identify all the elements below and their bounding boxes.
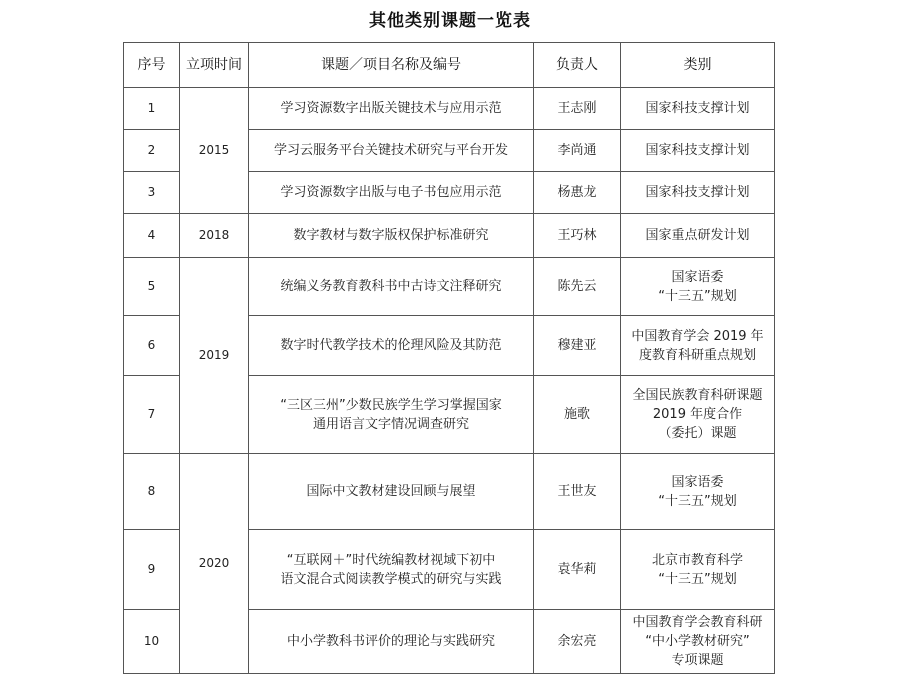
header-year: 立项时间 xyxy=(180,43,249,88)
cell-no: 3 xyxy=(124,172,180,214)
cell-person: 施歌 xyxy=(534,376,621,454)
header-title: 课题／项目名称及编号 xyxy=(249,43,534,88)
cell-person: 李尚通 xyxy=(534,130,621,172)
cell-no: 1 xyxy=(124,88,180,130)
cell-title: 数字教材与数字版权保护标准研究 xyxy=(249,214,534,258)
cell-category: 国家语委 “十三五”规划 xyxy=(621,258,775,316)
cell-title: 数字时代教学技术的伦理风险及其防范 xyxy=(249,316,534,376)
cell-category: 北京市教育科学 “十三五”规划 xyxy=(621,530,775,610)
topics-table xyxy=(123,42,775,674)
cell-person: 穆建亚 xyxy=(534,316,621,376)
cell-person: 袁华莉 xyxy=(534,530,621,610)
cell-title: 学习资源数字出版关键技术与应用示范 xyxy=(249,88,534,130)
cell-title: 国际中文教材建设回顾与展望 xyxy=(249,454,534,530)
cell-category: 中国教育学会教育科研 “中小学教材研究” 专项课题 xyxy=(621,610,775,674)
cell-category: 中国教育学会 2019 年 度教育科研重点规划 xyxy=(621,316,775,376)
cell-year: 2020 xyxy=(180,454,249,674)
cell-year: 2019 xyxy=(180,258,249,454)
header-no: 序号 xyxy=(124,43,180,88)
cell-title: “三区三州”少数民族学生学习掌握国家 通用语言文字情况调查研究 xyxy=(249,376,534,454)
header-category: 类别 xyxy=(621,43,775,88)
cell-title: “互联网＋”时代统编教材视域下初中 语文混合式阅读教学模式的研究与实践 xyxy=(249,530,534,610)
cell-category: 全国民族教育科研课题 2019 年度合作 （委托）课题 xyxy=(621,376,775,454)
cell-person: 王志刚 xyxy=(534,88,621,130)
cell-no: 2 xyxy=(124,130,180,172)
cell-no: 8 xyxy=(124,454,180,530)
header-person: 负责人 xyxy=(534,43,621,88)
cell-person: 王世友 xyxy=(534,454,621,530)
cell-category: 国家科技支撑计划 xyxy=(621,130,775,172)
cell-title: 学习云服务平台关键技术研究与平台开发 xyxy=(249,130,534,172)
cell-year: 2015 xyxy=(180,88,249,214)
cell-person: 杨惠龙 xyxy=(534,172,621,214)
table-row xyxy=(124,214,775,258)
cell-no: 5 xyxy=(124,258,180,316)
cell-year: 2018 xyxy=(180,214,249,258)
cell-title: 中小学教科书评价的理论与实践研究 xyxy=(249,610,534,674)
cell-no: 7 xyxy=(124,376,180,454)
cell-no: 6 xyxy=(124,316,180,376)
cell-category: 国家语委 “十三五”规划 xyxy=(621,454,775,530)
page-title: 其他类别课题一览表 xyxy=(369,11,531,31)
cell-person: 王巧林 xyxy=(534,214,621,258)
cell-no: 9 xyxy=(124,530,180,610)
cell-no: 4 xyxy=(124,214,180,258)
cell-category: 国家科技支撑计划 xyxy=(621,172,775,214)
table-row xyxy=(124,258,775,316)
cell-title: 学习资源数字出版与电子书包应用示范 xyxy=(249,172,534,214)
cell-person: 余宏亮 xyxy=(534,610,621,674)
table-row xyxy=(124,454,775,530)
cell-person: 陈先云 xyxy=(534,258,621,316)
table-header-row xyxy=(124,43,775,88)
cell-title: 统编义务教育教科书中古诗文注释研究 xyxy=(249,258,534,316)
table-row xyxy=(124,88,775,130)
cell-category: 国家重点研发计划 xyxy=(621,214,775,258)
cell-no: 10 xyxy=(124,610,180,674)
cell-category: 国家科技支撑计划 xyxy=(621,88,775,130)
